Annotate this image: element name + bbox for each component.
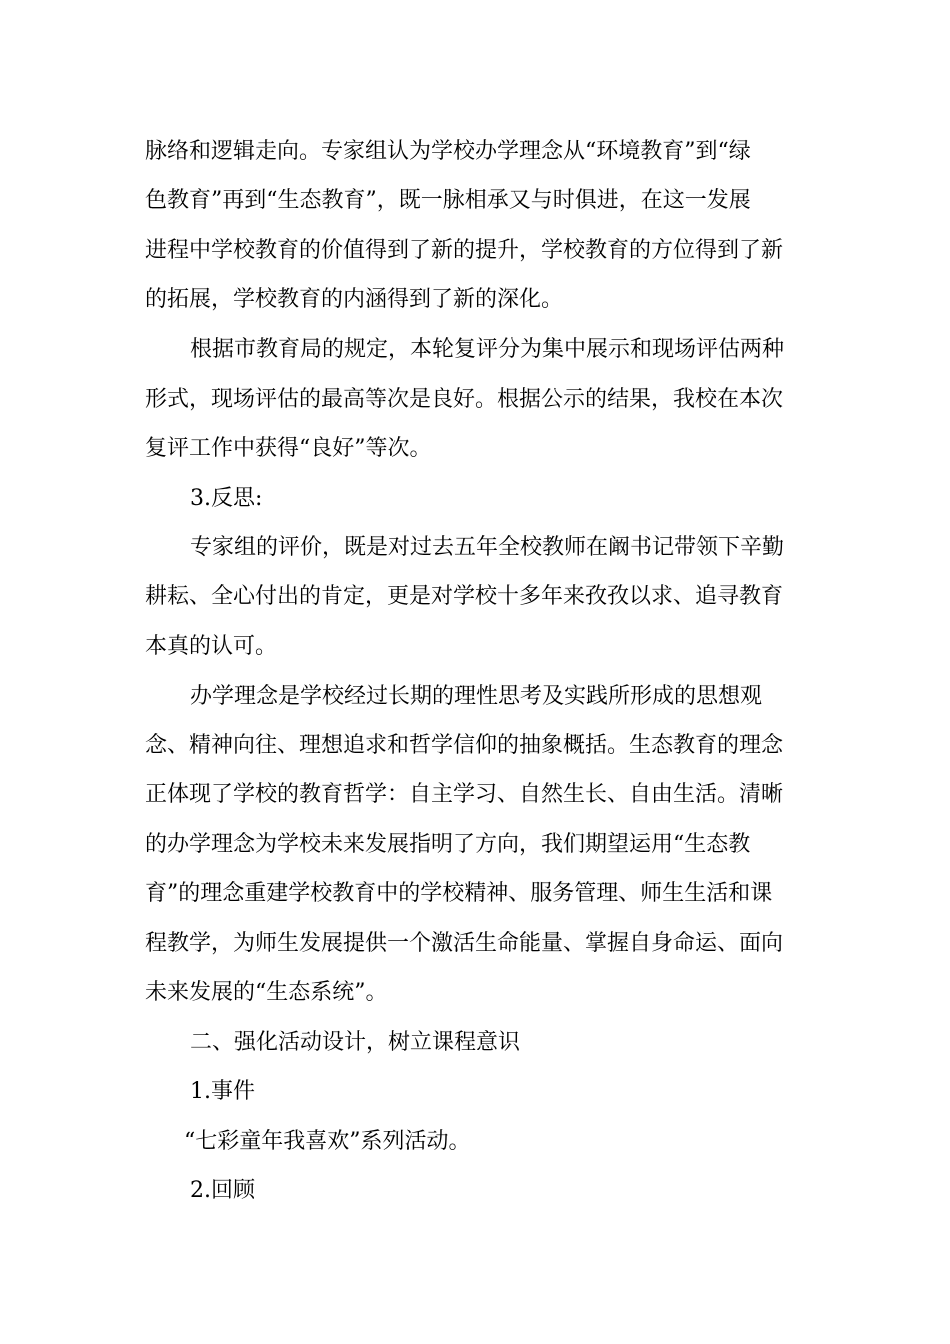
subheading-event: 1.事件: [190, 1079, 255, 1104]
text-line-10: 耕耘、全心付出的肯定，更是对学校十多年来孜孜以求、追寻教育: [145, 584, 784, 609]
text-line-14: 正体现了学校的教育哲学：自主学习、自然生长、自由生活。清晰: [145, 782, 784, 807]
text-line-1: 脉络和逻辑走向。专家组认为学校办学理念从“环境教育”到“绿: [145, 139, 751, 164]
text-line-15: 的办学理念为学校未来发展指明了方向，我们期望运用“生态教: [145, 832, 751, 857]
text-line-5: 根据市教育局的规定，本轮复评分为集中展示和现场评估两种: [190, 337, 785, 362]
text-line-18: 未来发展的“生态系统”。: [145, 980, 388, 1005]
text-line-4: 的拓展，学校教育的内涵得到了新的深化。: [145, 287, 564, 312]
subheading-review: 2.回顾: [190, 1178, 255, 1203]
text-line-9: 专家组的评价，既是对过去五年全校教师在阚书记带领下辛勤: [190, 535, 785, 560]
text-line-13: 念、精神向往、理想追求和哲学信仰的抽象概括。生态教育的理念: [145, 733, 784, 758]
text-line-3: 进程中学校教育的价值得到了新的提升，学校教育的方位得到了新: [145, 238, 784, 263]
text-line-12: 办学理念是学校经过长期的理性思考及实践所形成的思想观: [190, 684, 763, 709]
text-line-6: 形式，现场评估的最高等次是良好。根据公示的结果，我校在本次: [145, 387, 784, 412]
text-line-2: 色教育”再到“生态教育”，既一脉相承又与时俱进，在这一发展: [145, 188, 751, 213]
section-heading-reflection: 3.反思:: [190, 486, 263, 511]
text-line-11: 本真的认可。: [145, 634, 278, 659]
text-line-21: “七彩童年我喜欢”系列活动。: [184, 1129, 471, 1154]
text-line-16: 育”的理念重建学校教育中的学校精神、服务管理、师生生活和课: [145, 881, 773, 906]
text-line-7: 复评工作中获得“良好”等次。: [145, 436, 432, 461]
text-line-17: 程教学，为师生发展提供一个激活生命能量、掌握自身命运、面向: [145, 931, 784, 956]
section-heading-activity-design: 二、强化活动设计，树立课程意识: [190, 1030, 521, 1055]
